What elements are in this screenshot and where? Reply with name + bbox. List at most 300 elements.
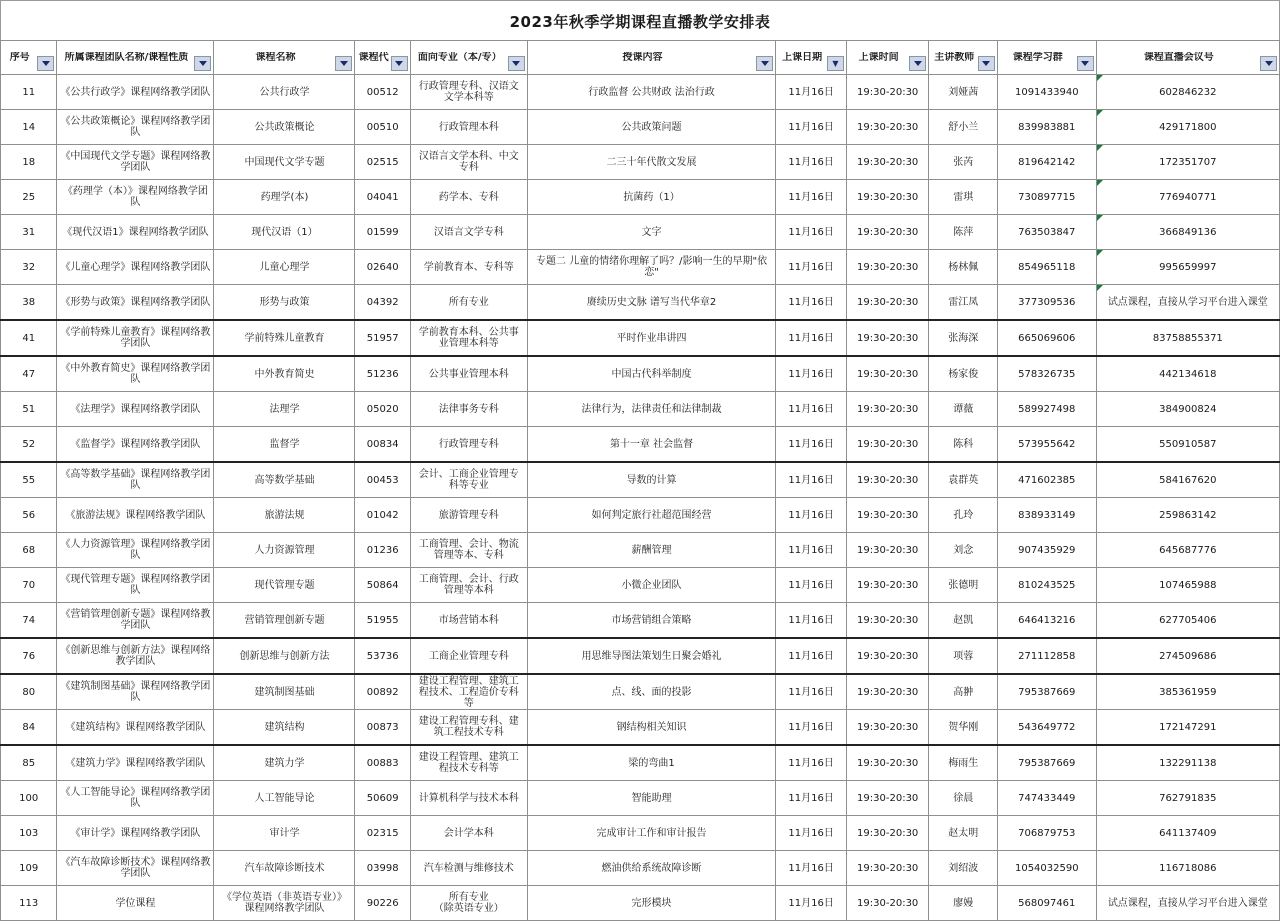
cell-major[interactable]: 汉语言文学本科、中文专科: [410, 145, 527, 180]
cell-course-code[interactable]: 00512: [355, 75, 410, 110]
sheet-title: 2023年秋季学期课程直播教学安排表: [0, 0, 1280, 41]
cell-major[interactable]: 会计、工商企业管理专科等专业: [410, 462, 527, 498]
cell-content[interactable]: 燃油供给系统故障诊断: [527, 851, 776, 886]
cell-study-group[interactable]: 795387669: [997, 745, 1096, 781]
column-header-label: 课程学习群: [1012, 52, 1063, 63]
cell-course-code[interactable]: 00892: [355, 674, 410, 710]
cell-major[interactable]: 学前教育本科、公共事业管理本科等: [410, 320, 527, 356]
cell-teacher[interactable]: 杨林佩: [929, 250, 997, 285]
cell-seq[interactable]: 11: [1, 75, 57, 110]
cell-teacher[interactable]: 赵太明: [929, 816, 997, 851]
cell-major[interactable]: 法律事务专科: [410, 392, 527, 427]
cell-date[interactable]: 11月16日: [776, 498, 846, 533]
cell-date[interactable]: 11月16日: [776, 180, 846, 215]
filter-dropdown-button[interactable]: [1077, 56, 1094, 71]
cell-time[interactable]: 19:30-20:30: [846, 180, 929, 215]
cell-content[interactable]: 导数的计算: [527, 462, 776, 498]
cell-major[interactable]: 所有专业: [410, 285, 527, 321]
cell-course-code[interactable]: 50864: [355, 568, 410, 603]
cell-content[interactable]: 平时作业串讲四: [527, 320, 776, 356]
cell-date[interactable]: 11月16日: [776, 674, 846, 710]
cell-course-code[interactable]: 01599: [355, 215, 410, 250]
cell-date[interactable]: 11月16日: [776, 392, 846, 427]
table-row: [1, 674, 1280, 710]
cell-course-name[interactable]: 创新思维与创新方法: [214, 638, 355, 674]
cell-study-group[interactable]: 471602385: [997, 462, 1096, 498]
cell-seq[interactable]: 38: [1, 285, 57, 321]
cell-meeting-id[interactable]: 116718086: [1096, 851, 1279, 886]
cell-teacher[interactable]: 舒小兰: [929, 110, 997, 145]
cell-team[interactable]: 《药理学（本）》课程网络教学团队: [57, 180, 214, 215]
cell-course-name[interactable]: 中外教育简史: [214, 356, 355, 392]
cell-course-name[interactable]: 公共行政学: [214, 75, 355, 110]
cell-seq[interactable]: 51: [1, 392, 57, 427]
cell-date[interactable]: 11月16日: [776, 215, 846, 250]
cell-seq[interactable]: 74: [1, 603, 57, 639]
cell-meeting-id[interactable]: 602846232: [1096, 75, 1279, 110]
cell-teacher[interactable]: 张德明: [929, 568, 997, 603]
cell-time[interactable]: 19:30-20:30: [846, 886, 929, 921]
cell-study-group[interactable]: 271112858: [997, 638, 1096, 674]
cell-content[interactable]: 市场营销组合策略: [527, 603, 776, 639]
cell-team[interactable]: 《建筑结构》课程网络教学团队: [57, 710, 214, 746]
cell-major[interactable]: 行政管理专科: [410, 427, 527, 463]
cell-meeting-id[interactable]: 627705406: [1096, 603, 1279, 639]
cell-course-name[interactable]: 审计学: [214, 816, 355, 851]
cell-teacher[interactable]: 孔玲: [929, 498, 997, 533]
cell-date[interactable]: 11月16日: [776, 285, 846, 321]
cell-teacher[interactable]: 陈萍: [929, 215, 997, 250]
cell-course-code[interactable]: 01236: [355, 533, 410, 568]
cell-course-name[interactable]: 学前特殊儿童教育: [214, 320, 355, 356]
cell-meeting-id[interactable]: 645687776: [1096, 533, 1279, 568]
cell-study-group[interactable]: 706879753: [997, 816, 1096, 851]
cell-course-name[interactable]: 法理学: [214, 392, 355, 427]
cell-meeting-id[interactable]: 385361959: [1096, 674, 1279, 710]
cell-team[interactable]: 《公共行政学》课程网络教学团队: [57, 75, 214, 110]
cell-team[interactable]: 《创新思维与创新方法》课程网络教学团队: [57, 638, 214, 674]
cell-course-name[interactable]: 现代汉语（1）: [214, 215, 355, 250]
cell-course-code[interactable]: 02640: [355, 250, 410, 285]
cell-team[interactable]: 《人力资源管理》课程网络教学团队: [57, 533, 214, 568]
cell-meeting-id[interactable]: 83758855371: [1096, 320, 1279, 356]
cell-teacher[interactable]: 袁群英: [929, 462, 997, 498]
cell-meeting-id[interactable]: 试点课程，直接从学习平台进入课堂: [1096, 285, 1279, 321]
cell-date[interactable]: 11月16日: [776, 816, 846, 851]
cell-study-group[interactable]: 819642142: [997, 145, 1096, 180]
cell-time[interactable]: 19:30-20:30: [846, 250, 929, 285]
cell-team[interactable]: 《审计学》课程网络教学团队: [57, 816, 214, 851]
cell-meeting-id[interactable]: 172147291: [1096, 710, 1279, 746]
cell-course-name[interactable]: 公共政策概论: [214, 110, 355, 145]
cell-course-name[interactable]: 形势与政策: [214, 285, 355, 321]
cell-study-group[interactable]: 763503847: [997, 215, 1096, 250]
cell-course-code[interactable]: 53736: [355, 638, 410, 674]
cell-course-code[interactable]: 00510: [355, 110, 410, 145]
cell-seq[interactable]: 47: [1, 356, 57, 392]
cell-course-code[interactable]: 51955: [355, 603, 410, 639]
cell-meeting-id[interactable]: 550910587: [1096, 427, 1279, 463]
cell-course-name[interactable]: 药理学(本): [214, 180, 355, 215]
cell-major[interactable]: 汉语言文学专科: [410, 215, 527, 250]
cell-date[interactable]: 11月16日: [776, 851, 846, 886]
cell-teacher[interactable]: 贺华刚: [929, 710, 997, 746]
cell-course-name[interactable]: 监督学: [214, 427, 355, 463]
cell-teacher[interactable]: 张芮: [929, 145, 997, 180]
cell-content[interactable]: 如何判定旅行社超范围经营: [527, 498, 776, 533]
cell-seq[interactable]: 103: [1, 816, 57, 851]
cell-major[interactable]: 工商企业管理专科: [410, 638, 527, 674]
cell-team[interactable]: 《建筑制图基础》课程网络教学团队: [57, 674, 214, 710]
cell-content[interactable]: 智能助理: [527, 781, 776, 816]
cell-teacher[interactable]: 高翀: [929, 674, 997, 710]
cell-content[interactable]: 小微企业团队: [527, 568, 776, 603]
cell-major[interactable]: 旅游管理专科: [410, 498, 527, 533]
cell-team[interactable]: 《形势与政策》课程网络教学团队: [57, 285, 214, 321]
cell-content[interactable]: 专题二 儿童的情绪你理解了吗？/影响一生的早期"依恋": [527, 250, 776, 285]
cell-major[interactable]: 所有专业 （除英语专业）: [410, 886, 527, 921]
cell-teacher[interactable]: 雷江凤: [929, 285, 997, 321]
filter-dropdown-button[interactable]: [1260, 56, 1277, 71]
column-header-course-name: [214, 41, 355, 75]
table-row: [1, 392, 1280, 427]
cell-team[interactable]: 《中国现代文学专题》课程网络教学团队: [57, 145, 214, 180]
cell-team[interactable]: 《学前特殊儿童教育》课程网络教学团队: [57, 320, 214, 356]
cell-meeting-id[interactable]: 274509686: [1096, 638, 1279, 674]
table-row: [1, 886, 1280, 921]
cell-date[interactable]: 11月16日: [776, 75, 846, 110]
column-header-study-group: [997, 41, 1096, 75]
table-row: [1, 110, 1280, 145]
cell-seq[interactable]: 80: [1, 674, 57, 710]
table-row: [1, 603, 1280, 639]
cell-major[interactable]: 公共事业管理本科: [410, 356, 527, 392]
cell-course-code[interactable]: 00873: [355, 710, 410, 746]
cell-seq[interactable]: 41: [1, 320, 57, 356]
cell-time[interactable]: 19:30-20:30: [846, 427, 929, 463]
cell-time[interactable]: 19:30-20:30: [846, 851, 929, 886]
cell-date[interactable]: 11月16日: [776, 320, 846, 356]
cell-teacher[interactable]: 赵凯: [929, 603, 997, 639]
cell-course-name[interactable]: 建筑结构: [214, 710, 355, 746]
cell-course-code[interactable]: 02515: [355, 145, 410, 180]
cell-major[interactable]: 学前教育本、专科等: [410, 250, 527, 285]
cell-teacher[interactable]: 刘念: [929, 533, 997, 568]
cell-meeting-id[interactable]: 366849136: [1096, 215, 1279, 250]
table-row: [1, 215, 1280, 250]
cell-content[interactable]: 用思维导图法策划生日聚会婚礼: [527, 638, 776, 674]
cell-teacher[interactable]: 刘绍波: [929, 851, 997, 886]
cell-date[interactable]: 11月16日: [776, 568, 846, 603]
column-header-label: 课程直播会议号: [1143, 52, 1214, 63]
cell-study-group[interactable]: 1054032590: [997, 851, 1096, 886]
cell-course-name[interactable]: 建筑力学: [214, 745, 355, 781]
cell-meeting-id[interactable]: 584167620: [1096, 462, 1279, 498]
chevron-down-icon: [42, 61, 50, 66]
cell-seq[interactable]: 70: [1, 568, 57, 603]
cell-major[interactable]: 建设工程管理专科、建筑工程技术专科: [410, 710, 527, 746]
filter-dropdown-button[interactable]: [508, 56, 525, 71]
cell-study-group[interactable]: 838933149: [997, 498, 1096, 533]
cell-teacher[interactable]: 廖嫚: [929, 886, 997, 921]
cell-course-code[interactable]: 04041: [355, 180, 410, 215]
cell-time[interactable]: 19:30-20:30: [846, 145, 929, 180]
cell-content[interactable]: 法律行为，法律责任和法律制裁: [527, 392, 776, 427]
cell-course-name[interactable]: 营销管理创新专题: [214, 603, 355, 639]
cell-course-code[interactable]: 50609: [355, 781, 410, 816]
cell-team[interactable]: 《现代管理专题》课程网络教学团队: [57, 568, 214, 603]
column-header-course-code: [355, 41, 410, 75]
cell-content[interactable]: 梁的弯曲1: [527, 745, 776, 781]
cell-date[interactable]: 11月16日: [776, 745, 846, 781]
cell-course-name[interactable]: 儿童心理学: [214, 250, 355, 285]
cell-course-code[interactable]: 05020: [355, 392, 410, 427]
cell-seq[interactable]: 31: [1, 215, 57, 250]
cell-time[interactable]: 19:30-20:30: [846, 533, 929, 568]
filter-dropdown-button[interactable]: [756, 56, 773, 71]
cell-date[interactable]: 11月16日: [776, 356, 846, 392]
cell-meeting-id[interactable]: 384900824: [1096, 392, 1279, 427]
cell-date[interactable]: 11月16日: [776, 781, 846, 816]
cell-study-group[interactable]: 589927498: [997, 392, 1096, 427]
cell-study-group[interactable]: 665069606: [997, 320, 1096, 356]
cell-meeting-id[interactable]: 429171800: [1096, 110, 1279, 145]
cell-teacher[interactable]: 杨家俊: [929, 356, 997, 392]
cell-major[interactable]: 计算机科学与技术本科: [410, 781, 527, 816]
cell-course-name[interactable]: 建筑制图基础: [214, 674, 355, 710]
cell-time[interactable]: 19:30-20:30: [846, 356, 929, 392]
cell-content[interactable]: 抗菌药（1）: [527, 180, 776, 215]
table-row: [1, 710, 1280, 746]
cell-team[interactable]: 《监督学》课程网络教学团队: [57, 427, 214, 463]
cell-team[interactable]: 《营销管理创新专题》课程网络教学团队: [57, 603, 214, 639]
cell-major[interactable]: 药学本、专科: [410, 180, 527, 215]
cell-study-group[interactable]: 795387669: [997, 674, 1096, 710]
cell-course-name[interactable]: 人力资源管理: [214, 533, 355, 568]
cell-date[interactable]: 11月16日: [776, 603, 846, 639]
cell-date[interactable]: 11月16日: [776, 886, 846, 921]
cell-seq[interactable]: 84: [1, 710, 57, 746]
cell-course-code[interactable]: 00834: [355, 427, 410, 463]
cell-course-name[interactable]: 人工智能导论: [214, 781, 355, 816]
cell-teacher[interactable]: 陈科: [929, 427, 997, 463]
filter-dropdown-button[interactable]: [37, 56, 54, 71]
cell-content[interactable]: 赓续历史文脉 谱写当代华章2: [527, 285, 776, 321]
cell-major[interactable]: 建设工程管理、建筑工程技术专科等: [410, 745, 527, 781]
cell-study-group[interactable]: 810243525: [997, 568, 1096, 603]
chevron-down-icon: [914, 61, 922, 66]
table-row: [1, 745, 1280, 781]
cell-time[interactable]: 19:30-20:30: [846, 603, 929, 639]
cell-major[interactable]: 市场营销本科: [410, 603, 527, 639]
cell-seq[interactable]: 56: [1, 498, 57, 533]
column-header-time: [846, 41, 929, 75]
cell-study-group[interactable]: 730897715: [997, 180, 1096, 215]
cell-meeting-id[interactable]: 259863142: [1096, 498, 1279, 533]
cell-date[interactable]: 11月16日: [776, 145, 846, 180]
cell-meeting-id[interactable]: 172351707: [1096, 145, 1279, 180]
cell-course-name[interactable]: 中国现代文学专题: [214, 145, 355, 180]
cell-meeting-id[interactable]: 995659997: [1096, 250, 1279, 285]
cell-content[interactable]: 完成审计工作和审计报告: [527, 816, 776, 851]
column-header-team: [57, 41, 214, 75]
cell-meeting-id[interactable]: 641137409: [1096, 816, 1279, 851]
cell-study-group[interactable]: 1091433940: [997, 75, 1096, 110]
cell-content[interactable]: 文字: [527, 215, 776, 250]
cell-team[interactable]: 《现代汉语1》课程网络教学团队: [57, 215, 214, 250]
cell-content[interactable]: 钢结构相关知识: [527, 710, 776, 746]
table-body: [1, 75, 1280, 921]
cell-seq[interactable]: 76: [1, 638, 57, 674]
column-header-major: [410, 41, 527, 75]
cell-study-group[interactable]: 854965118: [997, 250, 1096, 285]
cell-meeting-id[interactable]: 776940771: [1096, 180, 1279, 215]
table-row: [1, 781, 1280, 816]
cell-seq[interactable]: 55: [1, 462, 57, 498]
cell-teacher[interactable]: 徐晨: [929, 781, 997, 816]
cell-content[interactable]: 点、线、面的投影: [527, 674, 776, 710]
cell-team[interactable]: 《法理学》课程网络教学团队: [57, 392, 214, 427]
cell-time[interactable]: 19:30-20:30: [846, 110, 929, 145]
cell-study-group[interactable]: 907435929: [997, 533, 1096, 568]
cell-teacher[interactable]: 张海深: [929, 320, 997, 356]
cell-teacher[interactable]: 项蓉: [929, 638, 997, 674]
filter-dropdown-button[interactable]: [909, 56, 926, 71]
cell-team[interactable]: 《公共政策概论》课程网络教学团队: [57, 110, 214, 145]
column-header-label: 所属课程团队名称/课程性质: [64, 52, 189, 63]
cell-date[interactable]: 11月16日: [776, 427, 846, 463]
cell-content[interactable]: 二三十年代散文发展: [527, 145, 776, 180]
cell-study-group[interactable]: 573955642: [997, 427, 1096, 463]
cell-team[interactable]: 《建筑力学》课程网络教学团队: [57, 745, 214, 781]
cell-time[interactable]: 19:30-20:30: [846, 75, 929, 110]
cell-seq[interactable]: 25: [1, 180, 57, 215]
cell-content[interactable]: 第十一章 社会监督: [527, 427, 776, 463]
cell-seq[interactable]: 100: [1, 781, 57, 816]
cell-study-group[interactable]: 578326735: [997, 356, 1096, 392]
cell-course-name[interactable]: 现代管理专题: [214, 568, 355, 603]
chevron-down-icon: [512, 61, 520, 66]
cell-time[interactable]: 19:30-20:30: [846, 816, 929, 851]
cell-course-code[interactable]: 51957: [355, 320, 410, 356]
cell-major[interactable]: 工商管理、会计、行政管理等本科: [410, 568, 527, 603]
cell-study-group[interactable]: 377309536: [997, 285, 1096, 321]
cell-team[interactable]: 《人工智能导论》课程网络教学团队: [57, 781, 214, 816]
cell-study-group[interactable]: 646413216: [997, 603, 1096, 639]
cell-seq[interactable]: 85: [1, 745, 57, 781]
cell-major[interactable]: 会计学本科: [410, 816, 527, 851]
filter-dropdown-button[interactable]: [194, 56, 211, 71]
cell-study-group[interactable]: 747433449: [997, 781, 1096, 816]
cell-teacher[interactable]: 谭薇: [929, 392, 997, 427]
cell-team[interactable]: 《高等数学基础》课程网络教学团队: [57, 462, 214, 498]
cell-teacher[interactable]: 刘娅茜: [929, 75, 997, 110]
cell-seq[interactable]: 113: [1, 886, 57, 921]
cell-time[interactable]: 19:30-20:30: [846, 215, 929, 250]
cell-team[interactable]: 《中外教育简史》课程网络教学团队: [57, 356, 214, 392]
cell-major[interactable]: 建设工程管理、建筑工程技术、工程造价专科等: [410, 674, 527, 710]
cell-seq[interactable]: 14: [1, 110, 57, 145]
cell-teacher[interactable]: 雷琪: [929, 180, 997, 215]
cell-meeting-id[interactable]: 132291138: [1096, 745, 1279, 781]
cell-date[interactable]: 11月16日: [776, 462, 846, 498]
cell-team[interactable]: 《儿童心理学》课程网络教学团队: [57, 250, 214, 285]
cell-team[interactable]: 《汽车故障诊断技术》课程网络教学团队: [57, 851, 214, 886]
cell-date[interactable]: 11月16日: [776, 250, 846, 285]
filter-dropdown-button[interactable]: [978, 56, 995, 71]
cell-team[interactable]: 学位课程: [57, 886, 214, 921]
cell-time[interactable]: 19:30-20:30: [846, 781, 929, 816]
cell-course-code[interactable]: 01042: [355, 498, 410, 533]
cell-seq[interactable]: 52: [1, 427, 57, 463]
cell-time[interactable]: 19:30-20:30: [846, 674, 929, 710]
cell-course-code[interactable]: 02315: [355, 816, 410, 851]
cell-time[interactable]: 19:30-20:30: [846, 745, 929, 781]
cell-major[interactable]: 工商管理、会计、物流管理等本、专科: [410, 533, 527, 568]
cell-teacher[interactable]: 梅雨生: [929, 745, 997, 781]
filter-dropdown-button[interactable]: [335, 56, 352, 71]
cell-seq[interactable]: 18: [1, 145, 57, 180]
cell-course-code[interactable]: 00883: [355, 745, 410, 781]
cell-course-code[interactable]: 00453: [355, 462, 410, 498]
cell-time[interactable]: 19:30-20:30: [846, 498, 929, 533]
cell-time[interactable]: 19:30-20:30: [846, 568, 929, 603]
cell-content[interactable]: 公共政策问题: [527, 110, 776, 145]
cell-seq[interactable]: 68: [1, 533, 57, 568]
cell-date[interactable]: 11月16日: [776, 533, 846, 568]
cell-seq[interactable]: 109: [1, 851, 57, 886]
cell-time[interactable]: 19:30-20:30: [846, 638, 929, 674]
cell-content[interactable]: 行政监督 公共财政 法治行政: [527, 75, 776, 110]
cell-date[interactable]: 11月16日: [776, 638, 846, 674]
cell-seq[interactable]: 32: [1, 250, 57, 285]
cell-content[interactable]: 中国古代科举制度: [527, 356, 776, 392]
cell-time[interactable]: 19:30-20:30: [846, 320, 929, 356]
cell-time[interactable]: 19:30-20:30: [846, 710, 929, 746]
cell-time[interactable]: 19:30-20:30: [846, 392, 929, 427]
cell-study-group[interactable]: 568097461: [997, 886, 1096, 921]
cell-study-group[interactable]: 839983881: [997, 110, 1096, 145]
cell-meeting-id[interactable]: 442134618: [1096, 356, 1279, 392]
cell-meeting-id[interactable]: 107465988: [1096, 568, 1279, 603]
cell-time[interactable]: 19:30-20:30: [846, 462, 929, 498]
cell-course-code[interactable]: 04392: [355, 285, 410, 321]
filter-dropdown-button[interactable]: [827, 56, 844, 71]
cell-time[interactable]: 19:30-20:30: [846, 285, 929, 321]
cell-major[interactable]: 行政管理专科、汉语文文学本科等: [410, 75, 527, 110]
cell-major[interactable]: 行政管理本科: [410, 110, 527, 145]
cell-content[interactable]: 薪酬管理: [527, 533, 776, 568]
cell-course-name[interactable]: 旅游法规: [214, 498, 355, 533]
cell-course-code[interactable]: 03998: [355, 851, 410, 886]
column-header-label: 主讲教师: [934, 52, 975, 63]
cell-meeting-id[interactable]: 762791835: [1096, 781, 1279, 816]
cell-date[interactable]: 11月16日: [776, 110, 846, 145]
cell-study-group[interactable]: 543649772: [997, 710, 1096, 746]
cell-course-name[interactable]: 《学位英语（非英语专业）》课程网络教学团队: [214, 886, 355, 921]
cell-date[interactable]: 11月16日: [776, 710, 846, 746]
cell-course-name[interactable]: 汽车故障诊断技术: [214, 851, 355, 886]
cell-meeting-id[interactable]: 试点课程，直接从学习平台进入课堂: [1096, 886, 1279, 921]
cell-content[interactable]: 完形模块: [527, 886, 776, 921]
cell-course-code[interactable]: 90226: [355, 886, 410, 921]
cell-major[interactable]: 汽车检测与维修技术: [410, 851, 527, 886]
header-row: [1, 41, 1280, 75]
cell-team[interactable]: 《旅游法规》课程网络教学团队: [57, 498, 214, 533]
cell-course-name[interactable]: 高等数学基础: [214, 462, 355, 498]
cell-course-code[interactable]: 51236: [355, 356, 410, 392]
filter-dropdown-button[interactable]: [391, 56, 408, 71]
